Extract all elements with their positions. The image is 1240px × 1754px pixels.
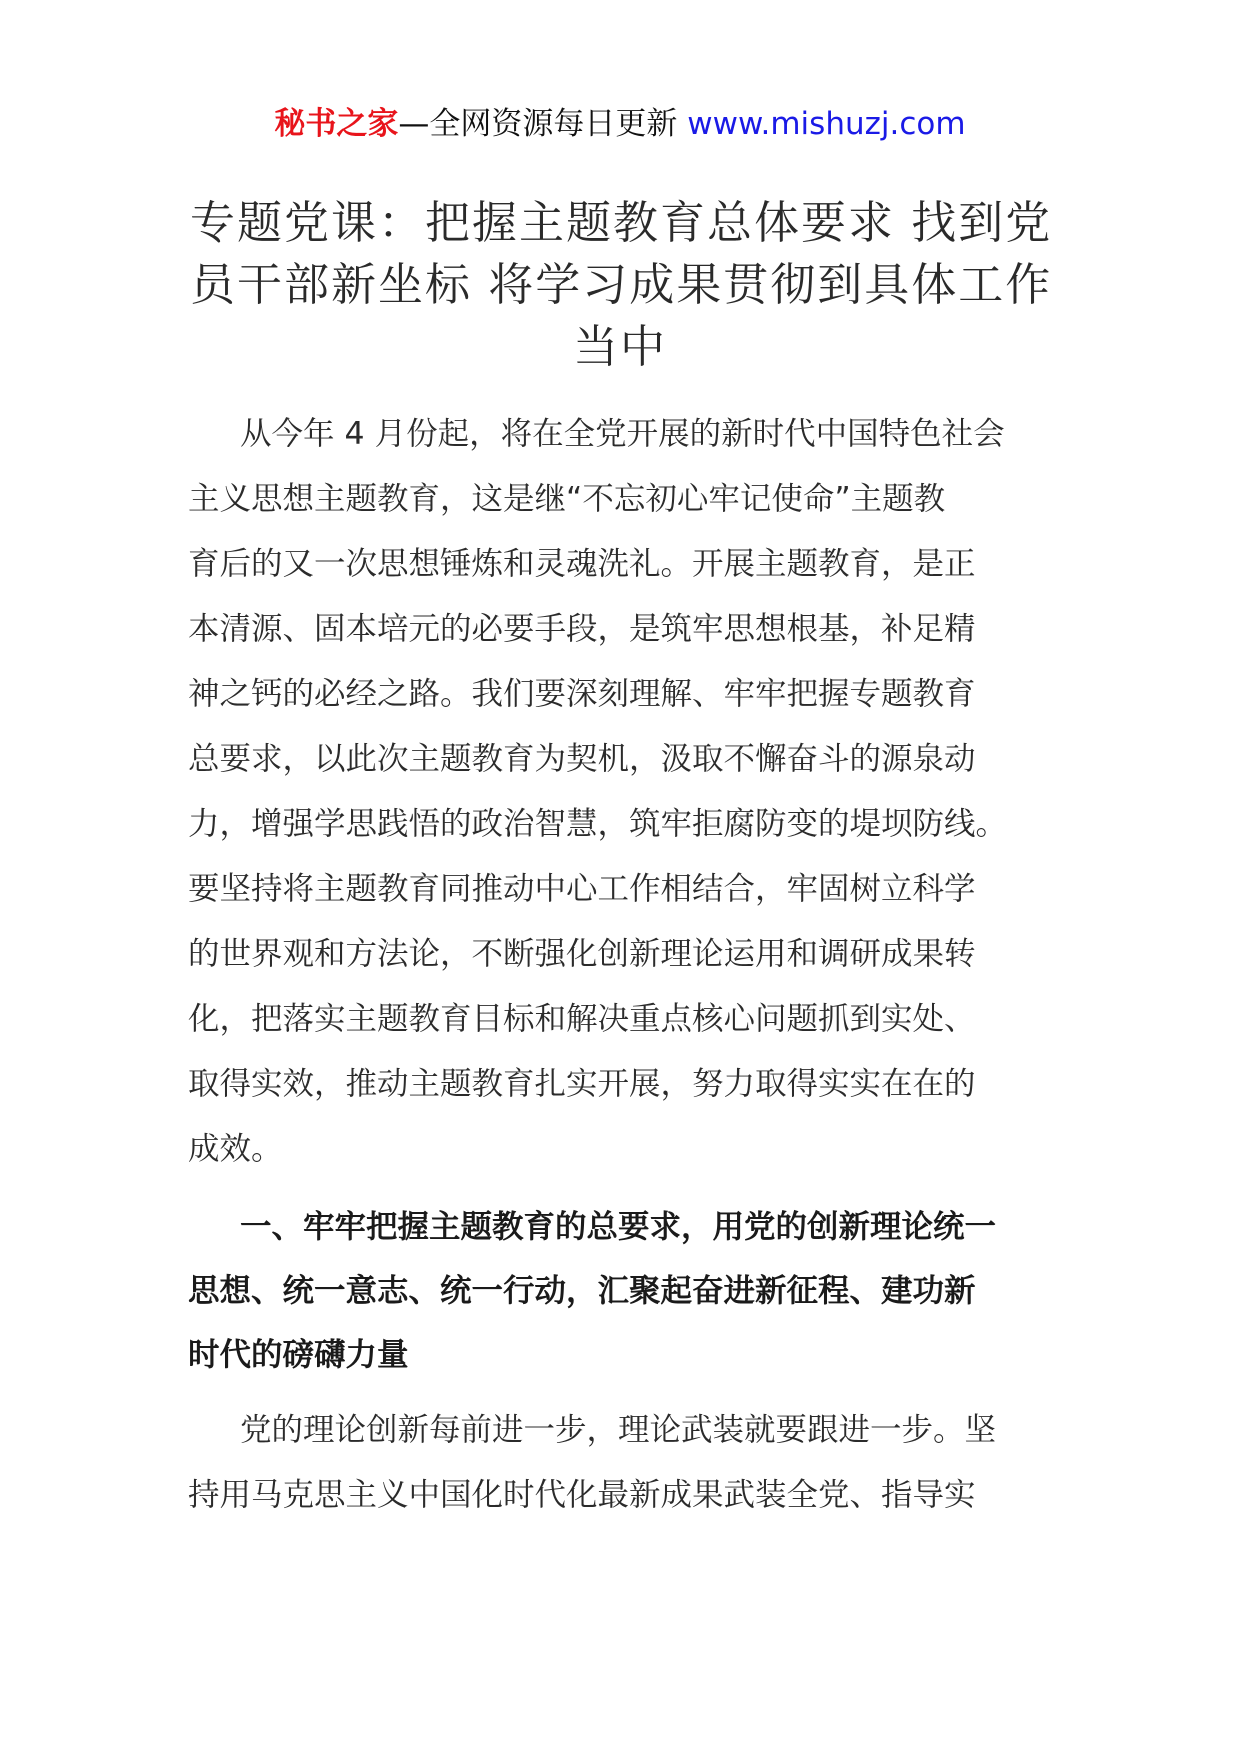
site-brand: 秘书之家 <box>274 106 399 142</box>
section-heading-1 <box>188 1195 1058 1387</box>
heading-line: 一、牢牢把握主题教育的总要求，用党的创新理论统一 <box>240 1209 997 1245</box>
paragraph-line: 的世界观和方法论，不断强化创新理论运用和调研成果转 <box>188 936 976 972</box>
title-line: 当中 <box>572 320 667 373</box>
paragraph-line: 从今年 4 月份起，将在全党开展的新时代中国特色社会 <box>240 416 1005 452</box>
site-header <box>0 102 1240 146</box>
paragraph-line: 化，把落实主题教育目标和解决重点核心问题抓到实处、 <box>188 1001 976 1037</box>
heading-line: 时代的磅礴力量 <box>188 1337 409 1373</box>
paragraph-line: 党的理论创新每前进一步，理论武装就要跟进一步。坚 <box>240 1412 997 1448</box>
heading-line: 思想、统一意志、统一行动，汇聚起奋进新征程、建功新 <box>188 1273 976 1309</box>
title-line: 员干部新坐标 将学习成果贯彻到具体工作 <box>190 258 1053 311</box>
paragraph-line: 取得实效，推动主题教育扎实开展，努力取得实实在在的 <box>188 1066 976 1102</box>
section-paragraph <box>188 1398 1058 1528</box>
paragraph-line: 主义思想主题教育，这是继“不忘初心牢记使命”主题教 <box>188 481 946 517</box>
paragraph-line: 总要求，以此次主题教育为契机，汲取不懈奋斗的源泉动 <box>188 741 976 777</box>
title-line: 专题党课：把握主题教育总体要求 找到党 <box>190 196 1053 249</box>
paragraph-line: 持用马克思主义中国化时代化最新成果武装全党、指导实 <box>188 1477 976 1513</box>
paragraph-line: 力，增强学思践悟的政治智慧，筑牢拒腐防变的堤坝防线。 <box>188 806 1008 842</box>
paragraph-line: 神之钙的必经之路。我们要深刻理解、牢牢把握专题教育 <box>188 676 976 712</box>
paragraph-line: 成效。 <box>188 1131 283 1167</box>
site-slogan: —全网资源每日更新 <box>398 106 678 142</box>
paragraph-line: 本清源、固本培元的必要手段，是筑牢思想根基，补足精 <box>188 611 976 647</box>
document-title <box>190 192 1053 378</box>
intro-paragraph <box>188 402 1058 1182</box>
paragraph-line: 要坚持将主题教育同推动中心工作相结合，牢固树立科学 <box>188 871 976 907</box>
site-url-link[interactable]: www.mishuzj.com <box>687 106 966 142</box>
paragraph-line: 育后的又一次思想锤炼和灵魂洗礼。开展主题教育，是正 <box>188 546 976 582</box>
